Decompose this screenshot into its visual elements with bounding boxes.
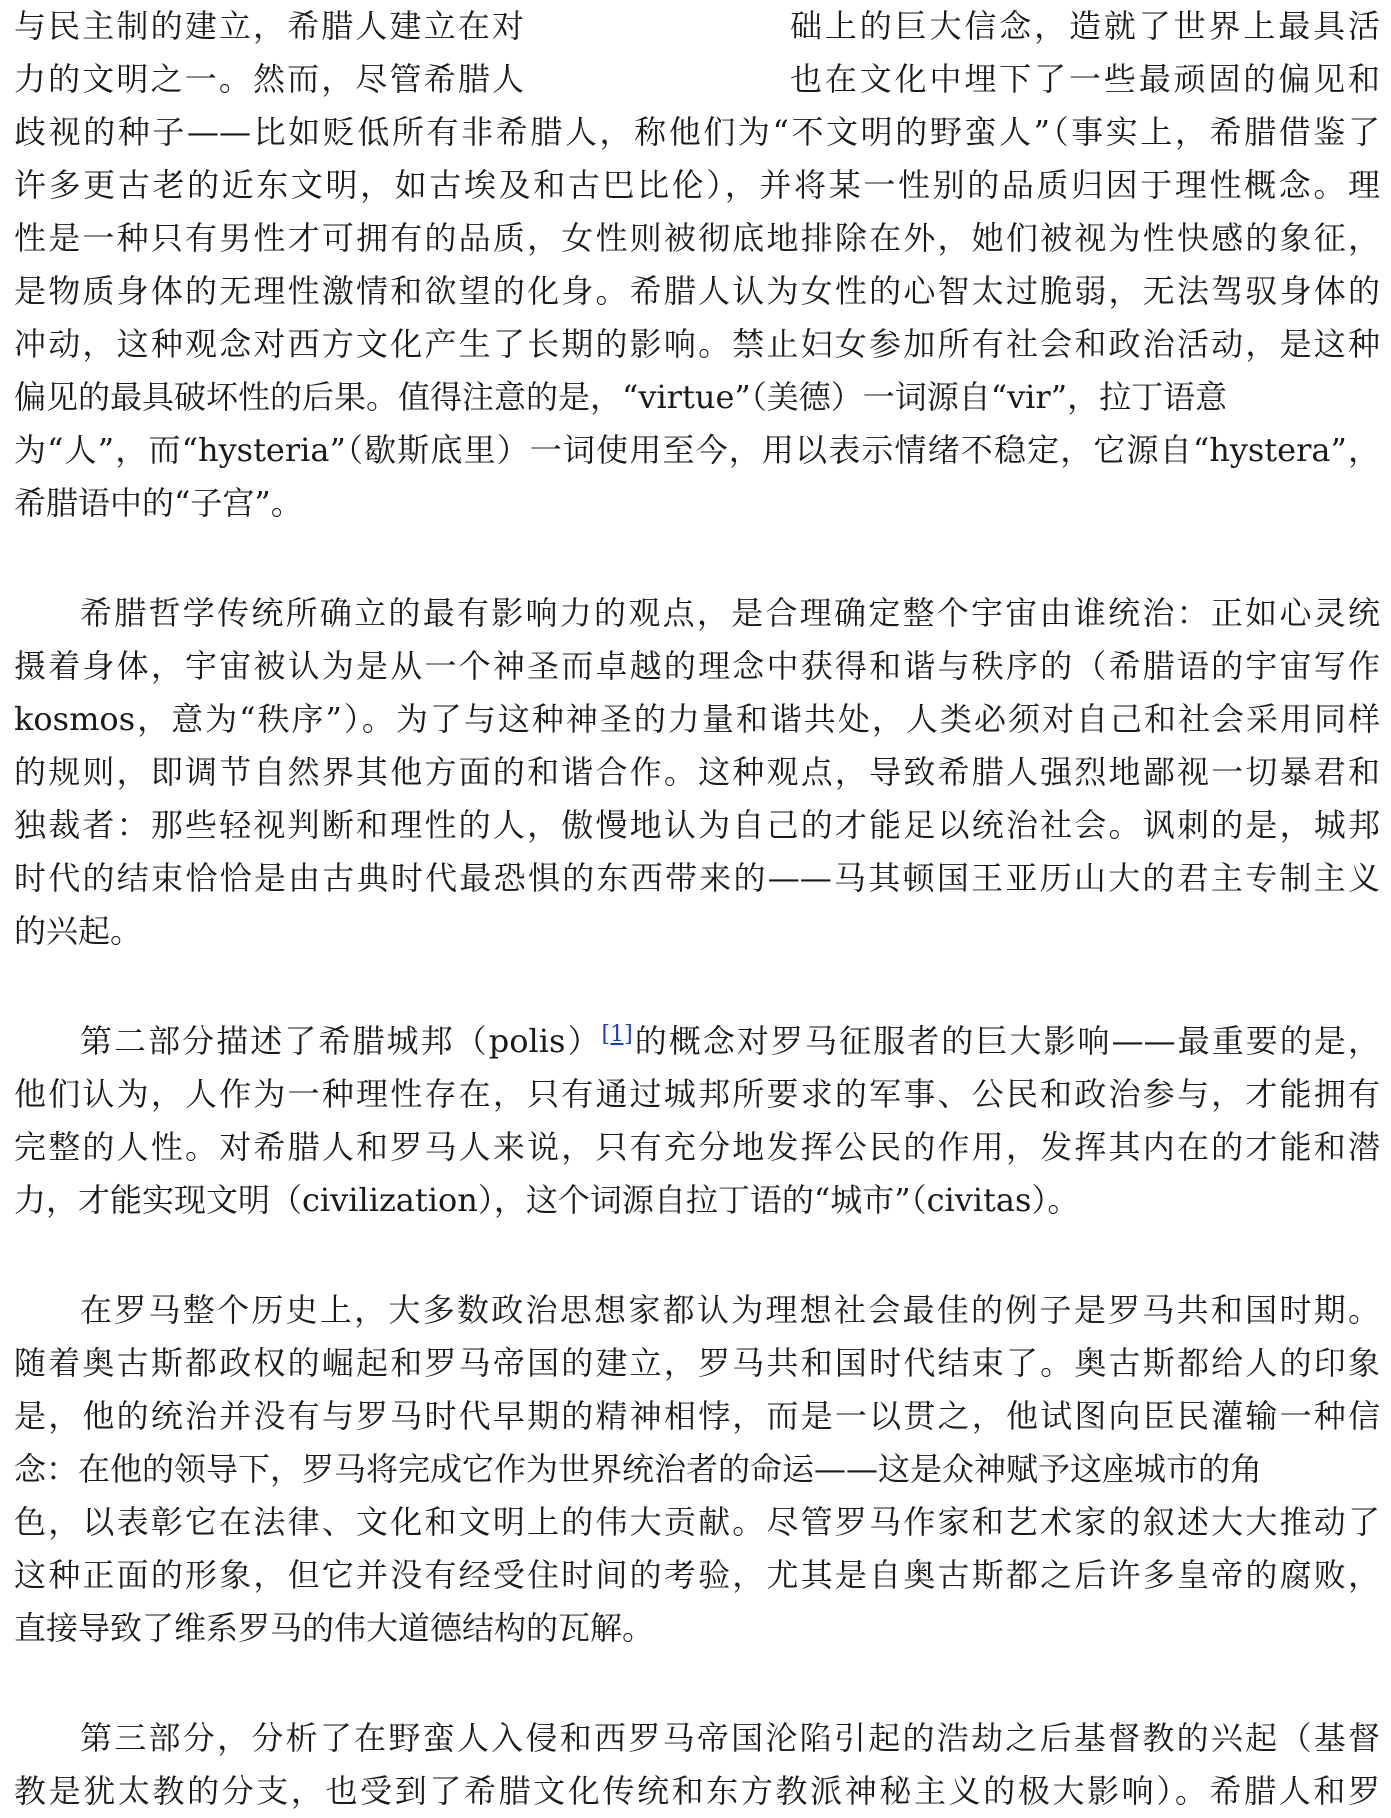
text-line: 直接导致了维系罗马的伟大道德结构的瓦解。: [14, 1609, 655, 1647]
text-line: 这种正面的形象，但它并没有经受住时间的考验，尤其是自奥古斯都之后许多皇帝的腐败，: [14, 1556, 1380, 1594]
text-line: 是，他的统治并没有与罗马时代早期的精神相悖，而是一以贯之，他试图向臣民灌输一种信: [14, 1397, 1380, 1435]
text-segment: 的概念对罗马征服者的巨大影响——最重要的是，: [632, 1022, 1380, 1060]
text-line: 的规则，即调节自然界其他方面的和谐合作。这种观点，导致希腊人强烈地鄙视一切暴君和: [14, 753, 1380, 791]
text-segment: 第二部分描述了希腊城邦（polis）: [80, 1022, 602, 1060]
text-line-right: 础上的巨大信念，造就了世界上最具活: [790, 7, 1380, 45]
text-line: 歧视的种子——比如贬低所有非希腊人，称他们为“不文明的野蛮人”（事实上，希腊借鉴了: [14, 113, 1380, 151]
text-line: 为“人”，而“hysteria”（歇斯底里）一词使用至今，用以表示情绪不稳定，它源自“hystera”，: [14, 431, 1380, 469]
text-line: [14, 0, 1380, 53]
paragraph-gap: [14, 1227, 1380, 1284]
text-line: kosmos，意为“秩序”）。为了与这种神圣的力量和谐共处，人类必须对自己和社会采用同样: [14, 700, 1380, 738]
text-line: 随着奥古斯都政权的崛起和罗马帝国的建立，罗马共和国时代结束了。奥古斯都给人的印象: [14, 1344, 1380, 1382]
text-line: 色，以表彰它在法律、文化和文明上的伟大贡献。尽管罗马作家和艺术家的叙述大大推动了: [14, 1503, 1380, 1541]
paragraph-4: [14, 1284, 1380, 1655]
text-line: 是物质身体的无理性激情和欲望的化身。希腊人认为女性的心智太过脆弱，无法驾驭身体的: [14, 272, 1380, 310]
paragraph-5: [14, 1712, 1380, 1818]
text-line: 希腊语中的“子宫”。: [14, 484, 303, 522]
footnote-link[interactable]: [1]: [601, 1022, 633, 1047]
text-line: 完整的人性。对希腊人和罗马人来说，只有充分地发挥公民的作用，发挥其内在的才能和潜: [14, 1128, 1380, 1166]
text-line: 的兴起。: [14, 912, 143, 950]
text-line: 教是犹太教的分支，也受到了希腊文化传统和东方教派神秘主义的极大影响）。希腊人和罗: [14, 1772, 1380, 1810]
paragraph-gap: [14, 958, 1380, 1015]
text-line-right: 也在文化中埋下了一些最顽固的偏见和: [790, 60, 1380, 98]
text-line: 念：在他的领导下，罗马将完成它作为世界统治者的命运——这是众神赋予这座城市的角: [14, 1450, 1263, 1488]
text-line: 许多更古老的近东文明，如古埃及和古巴比伦），并将某一性别的品质归因于理性概念。理: [14, 166, 1380, 204]
text-line: 性是一种只有男性才可拥有的品质，女性则被彻底地排除在外，她们被视为性快感的象征，: [14, 219, 1380, 257]
text-line: 摄着身体，宇宙被认为是从一个神圣而卓越的理念中获得和谐与秩序的（希腊语的宇宙写作: [14, 647, 1380, 685]
text-line-left: 力的文明之一。然而，尽管希腊人: [14, 60, 524, 98]
text-line: 在罗马整个历史上，大多数政治思想家都认为理想社会最佳的例子是罗马共和国时期。: [80, 1291, 1380, 1329]
document-page: [14, 0, 1380, 1818]
text-line: 偏见的最具破坏性的后果。值得注意的是，“virtue”（美德）一词源自“vir”，拉丁语意: [14, 378, 1228, 416]
text-line: [14, 1015, 1380, 1068]
text-line: 他们认为，人作为一种理性存在，只有通过城邦所要求的军事、公民和政治参与，才能拥有: [14, 1075, 1380, 1113]
paragraph-1: [14, 0, 1380, 530]
paragraph-2: [14, 587, 1380, 958]
text-line: 希腊哲学传统所确立的最有影响力的观点，是合理确定整个宇宙由谁统治：正如心灵统: [80, 594, 1380, 632]
text-line: 时代的结束恰恰是由古典时代最恐惧的东西带来的——马其顿国王亚历山大的君主专制主义: [14, 859, 1380, 897]
paragraph-gap: [14, 530, 1380, 587]
text-line: 冲动，这种观念对西方文化产生了长期的影响。禁止妇女参加所有社会和政治活动，是这种: [14, 325, 1380, 363]
text-line-left: 与民主制的建立，希腊人建立在对: [14, 7, 524, 45]
paragraph-3: [14, 1015, 1380, 1227]
text-line: 力，才能实现文明（civilization），这个词源自拉丁语的“城市”（civitas）。: [14, 1181, 1080, 1219]
text-line: 独裁者：那些轻视判断和理性的人，傲慢地认为自己的才能足以统治社会。讽刺的是，城邦: [14, 806, 1380, 844]
text-line: 第三部分，分析了在野蛮人入侵和西罗马帝国沦陷引起的浩劫之后基督教的兴起（基督: [80, 1719, 1380, 1757]
text-line: [14, 53, 1380, 106]
paragraph-gap: [14, 1655, 1380, 1712]
